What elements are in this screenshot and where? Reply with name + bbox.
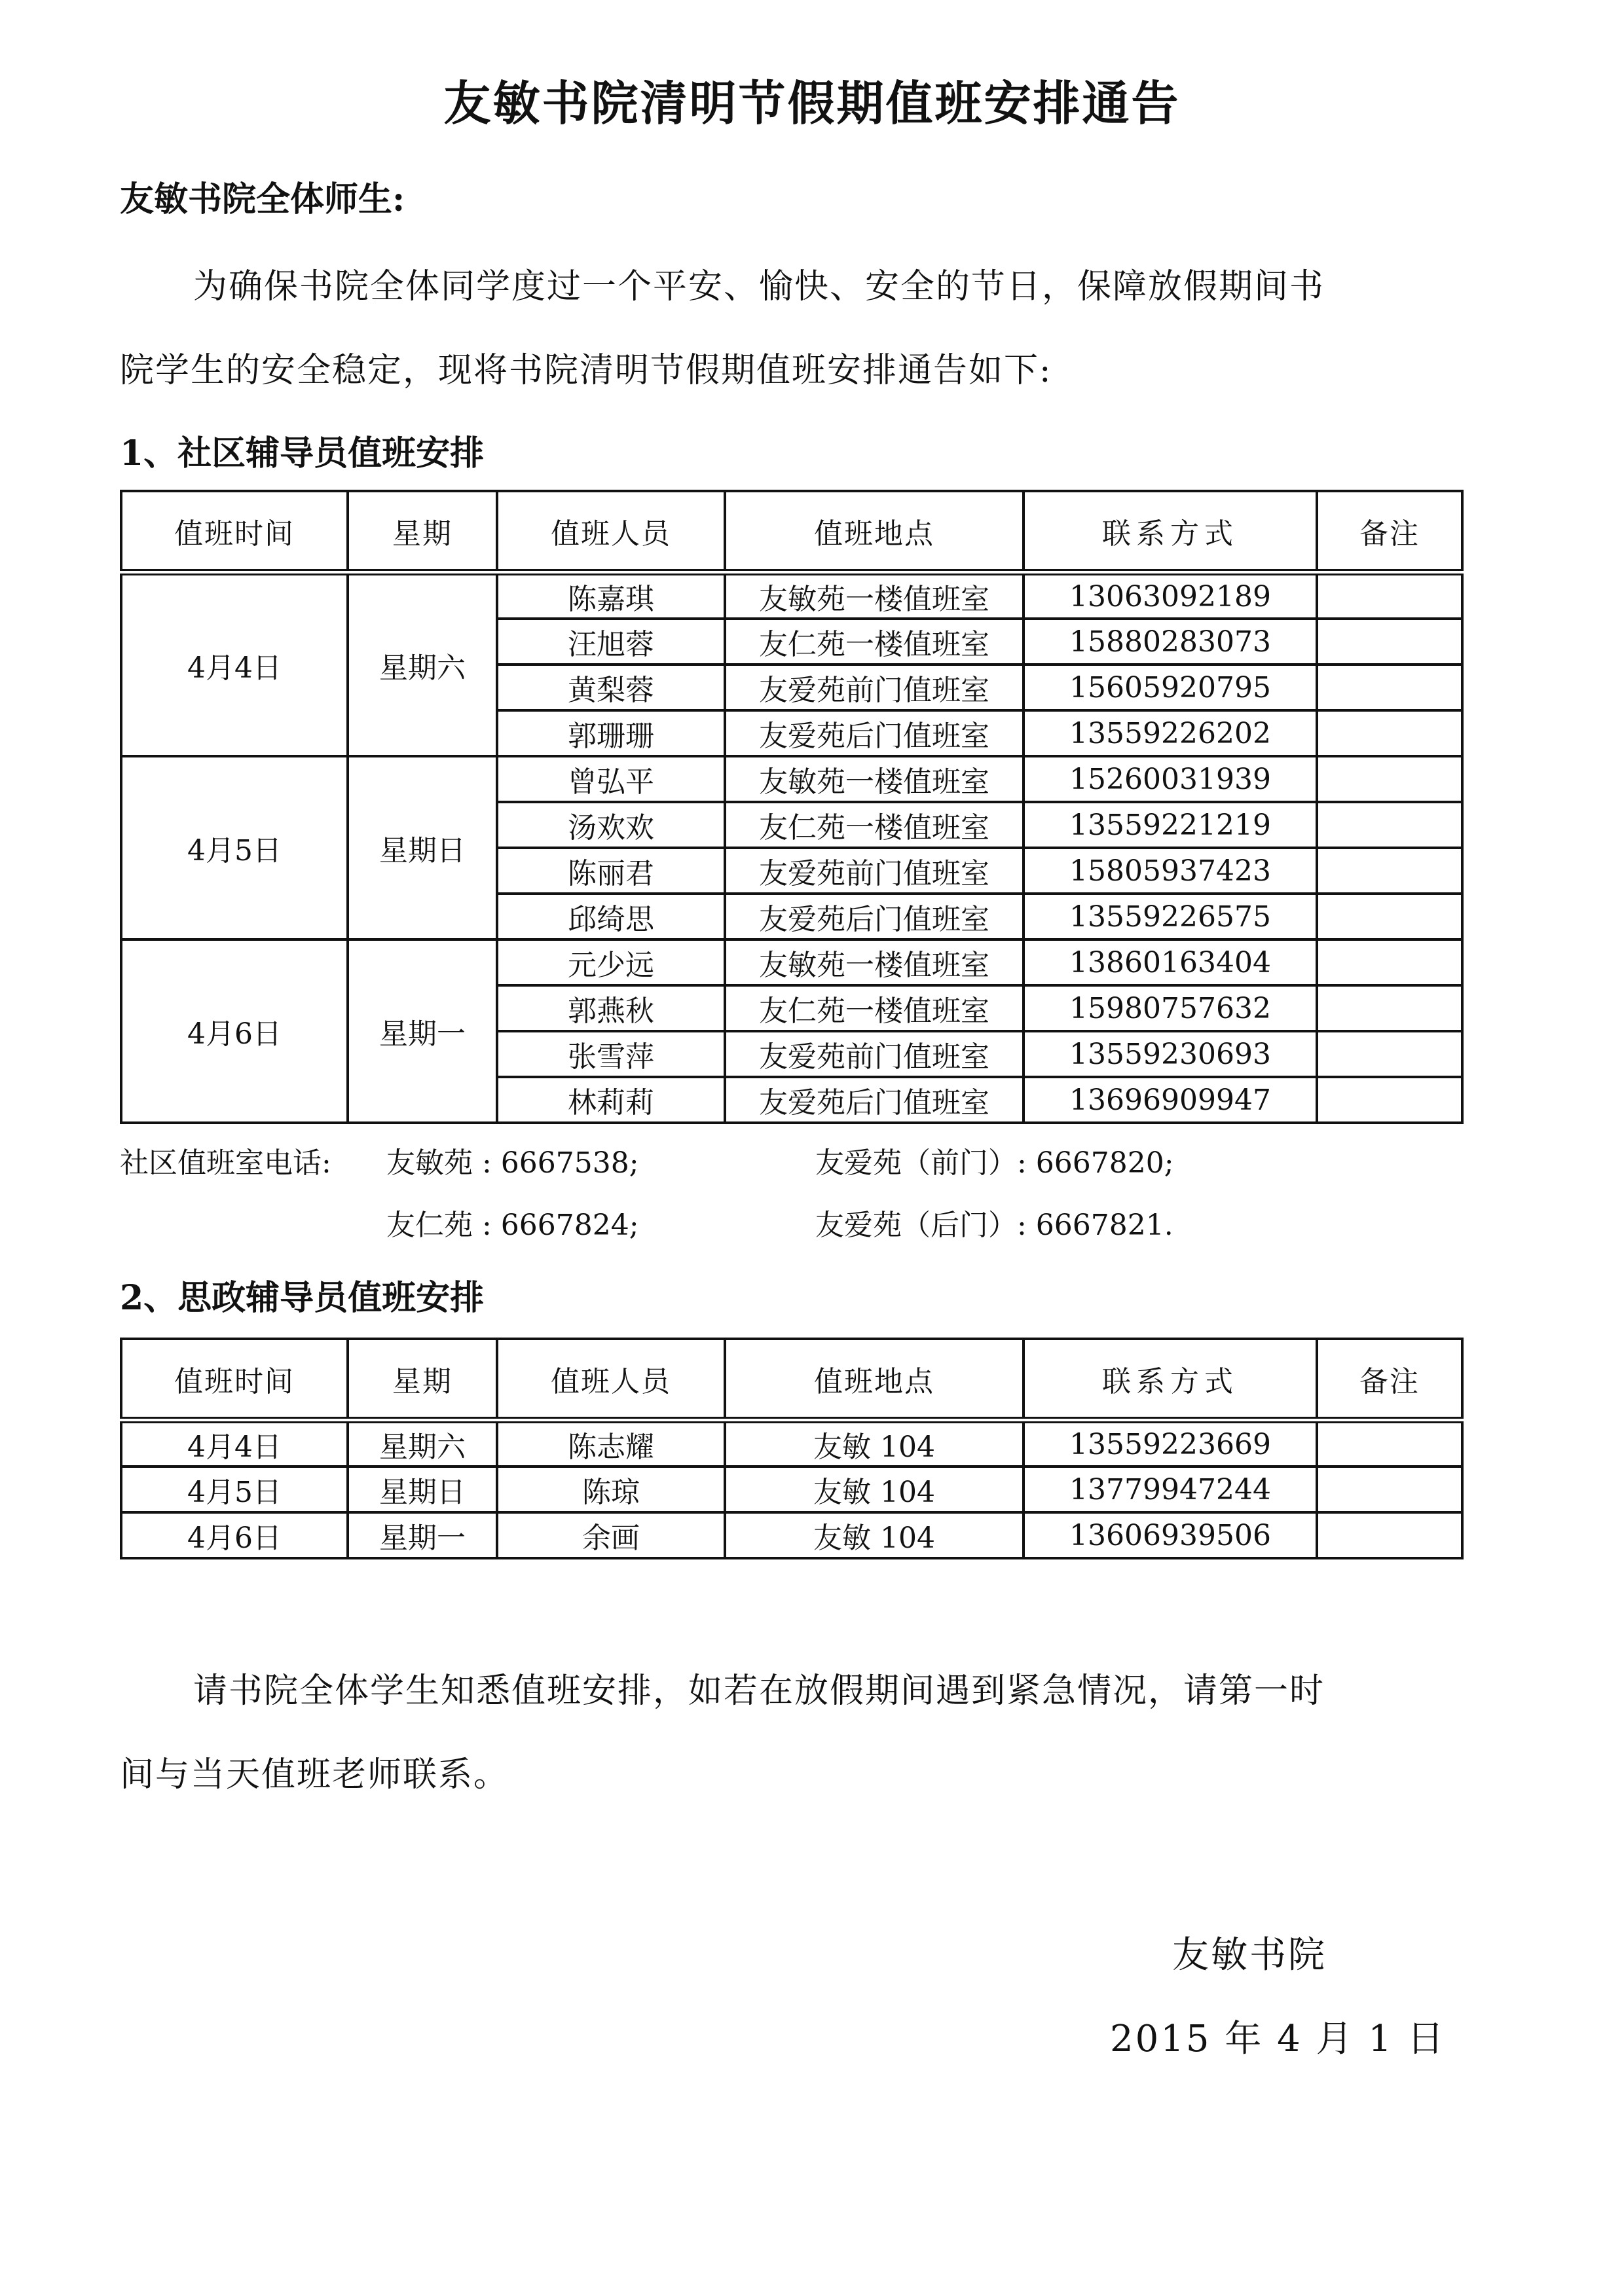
- closing-line-2: 间与当天值班老师联系。: [120, 1755, 509, 1795]
- duty-phone: 13860163404: [1024, 939, 1317, 985]
- duty-person: 林莉莉: [497, 1077, 725, 1123]
- phone-youren: 友仁苑 : 6667824;: [386, 1209, 639, 1242]
- duty-person: 汤欢欢: [497, 802, 725, 848]
- duty-place: 友敏苑一楼值班室: [725, 572, 1024, 619]
- duty-phone: 13063092189: [1024, 572, 1317, 619]
- duty-person: 陈丽君: [497, 848, 725, 894]
- duty-date: 4月5日: [121, 756, 348, 939]
- duty-date: 4月6日: [121, 1512, 348, 1558]
- signature-org: 友敏书院: [1172, 1934, 1327, 1977]
- phone-youai-back: 友爱苑（后门）: 6667821.: [815, 1209, 1173, 1242]
- duty-person: 陈琼: [497, 1467, 725, 1512]
- table-header-row: [121, 1339, 1462, 1420]
- duty-note: [1317, 939, 1462, 985]
- duty-person: 曾弘平: [497, 756, 725, 802]
- duty-place: 友爱苑后门值班室: [725, 1077, 1024, 1123]
- duty-note: [1317, 710, 1462, 756]
- duty-person: 郭珊珊: [497, 710, 725, 756]
- duty-phone: 13559230693: [1024, 1031, 1317, 1077]
- duty-place: 友爱苑前门值班室: [725, 1031, 1024, 1077]
- table-row: [121, 939, 1462, 985]
- table-row: [121, 1420, 1462, 1467]
- duty-note: [1317, 1031, 1462, 1077]
- header-contact: 联系方式: [1024, 491, 1317, 572]
- duty-weekday: 星期一: [348, 1512, 497, 1558]
- signature-date: 2015 年 4 月 1 日: [1110, 2018, 1446, 2060]
- duty-date: 4月6日: [121, 939, 348, 1123]
- duty-phone: 13559226202: [1024, 710, 1317, 756]
- duty-date: 4月4日: [121, 572, 348, 756]
- duty-note: [1317, 1467, 1462, 1512]
- duty-phone: 15980757632: [1024, 985, 1317, 1031]
- duty-note: [1317, 1512, 1462, 1558]
- duty-place: 友仁苑一楼值班室: [725, 802, 1024, 848]
- duty-place: 友敏 104: [725, 1512, 1024, 1558]
- phone-youmin: 友敏苑 : 6667538;: [386, 1146, 639, 1180]
- duty-weekday: 星期六: [348, 1420, 497, 1467]
- duty-phone: 15260031939: [1024, 756, 1317, 802]
- duty-phone: 13559223669: [1024, 1420, 1317, 1467]
- section1-heading: 1、社区辅导员值班安排: [120, 433, 485, 473]
- duty-phone: 15880283073: [1024, 619, 1317, 665]
- page-title: 友敏书院清明节假期值班安排通告: [443, 75, 1181, 131]
- duty-phone: 13559221219: [1024, 802, 1317, 848]
- header-duty-place: 值班地点: [725, 1339, 1024, 1420]
- duty-note: [1317, 894, 1462, 939]
- duty-place: 友爱苑前门值班室: [725, 848, 1024, 894]
- header-duty-person: 值班人员: [497, 1339, 725, 1420]
- duty-person: 黄梨蓉: [497, 665, 725, 710]
- duty-person: 元少远: [497, 939, 725, 985]
- duty-note: [1317, 572, 1462, 619]
- header-remarks: 备注: [1317, 491, 1462, 572]
- duty-note: [1317, 619, 1462, 665]
- duty-weekday: 星期日: [348, 1467, 497, 1512]
- salutation: 友敏书院全体师生:: [120, 179, 405, 219]
- table-row: [121, 756, 1462, 802]
- intro-line-2: 院学生的安全稳定，现将书院清明节假期值班安排通告如下:: [120, 351, 1052, 390]
- duty-place: 友敏苑一楼值班室: [725, 939, 1024, 985]
- duty-phone: 13606939506: [1024, 1512, 1317, 1558]
- duty-phone: 15605920795: [1024, 665, 1317, 710]
- duty-place: 友仁苑一楼值班室: [725, 985, 1024, 1031]
- table-row: [121, 572, 1462, 619]
- duty-place: 友爱苑后门值班室: [725, 894, 1024, 939]
- duty-room-phones-label: 社区值班室电话:: [120, 1146, 331, 1180]
- duty-weekday: 星期一: [348, 939, 497, 1123]
- duty-note: [1317, 1420, 1462, 1467]
- duty-person: 张雪萍: [497, 1031, 725, 1077]
- community-duty-table: [120, 490, 1464, 1124]
- duty-date: 4月4日: [121, 1420, 348, 1467]
- duty-note: [1317, 848, 1462, 894]
- section2-heading: 2、思政辅导员值班安排: [120, 1278, 485, 1318]
- table-row: [121, 1512, 1462, 1558]
- duty-note: [1317, 665, 1462, 710]
- duty-place: 友爱苑后门值班室: [725, 710, 1024, 756]
- duty-phone: 15805937423: [1024, 848, 1317, 894]
- duty-person: 汪旭蓉: [497, 619, 725, 665]
- header-duty-person: 值班人员: [497, 491, 725, 572]
- header-remarks: 备注: [1317, 1339, 1462, 1420]
- duty-person: 陈嘉琪: [497, 572, 725, 619]
- ideological-duty-table: [120, 1338, 1464, 1559]
- duty-weekday: 星期日: [348, 756, 497, 939]
- duty-note: [1317, 1077, 1462, 1123]
- duty-note: [1317, 756, 1462, 802]
- duty-note: [1317, 802, 1462, 848]
- phone-youai-front: 友爱苑（前门）: 6667820;: [815, 1146, 1174, 1180]
- duty-phone: 13779947244: [1024, 1467, 1317, 1512]
- duty-note: [1317, 985, 1462, 1031]
- closing-line-1: 请书院全体学生知悉值班安排，如若在放假期间遇到紧急情况，请第一时: [193, 1671, 1325, 1711]
- duty-person: 余画: [497, 1512, 725, 1558]
- intro-line-1: 为确保书院全体同学度过一个平安、愉快、安全的节日，保障放假期间书: [193, 267, 1325, 306]
- header-duty-place: 值班地点: [725, 491, 1024, 572]
- header-weekday: 星期: [348, 1339, 497, 1420]
- duty-phone: 13696909947: [1024, 1077, 1317, 1123]
- duty-person: 陈志耀: [497, 1420, 725, 1467]
- duty-weekday: 星期六: [348, 572, 497, 756]
- duty-place: 友敏 104: [725, 1420, 1024, 1467]
- duty-person: 郭燕秋: [497, 985, 725, 1031]
- duty-place: 友爱苑前门值班室: [725, 665, 1024, 710]
- duty-date: 4月5日: [121, 1467, 348, 1512]
- table-row: [121, 1467, 1462, 1512]
- table-header-row: [121, 491, 1462, 572]
- duty-person: 邱绮思: [497, 894, 725, 939]
- duty-phone: 13559226575: [1024, 894, 1317, 939]
- duty-place: 友敏 104: [725, 1467, 1024, 1512]
- duty-place: 友仁苑一楼值班室: [725, 619, 1024, 665]
- header-duty-time: 值班时间: [121, 1339, 348, 1420]
- header-contact: 联系方式: [1024, 1339, 1317, 1420]
- header-weekday: 星期: [348, 491, 497, 572]
- header-duty-time: 值班时间: [121, 491, 348, 572]
- duty-place: 友敏苑一楼值班室: [725, 756, 1024, 802]
